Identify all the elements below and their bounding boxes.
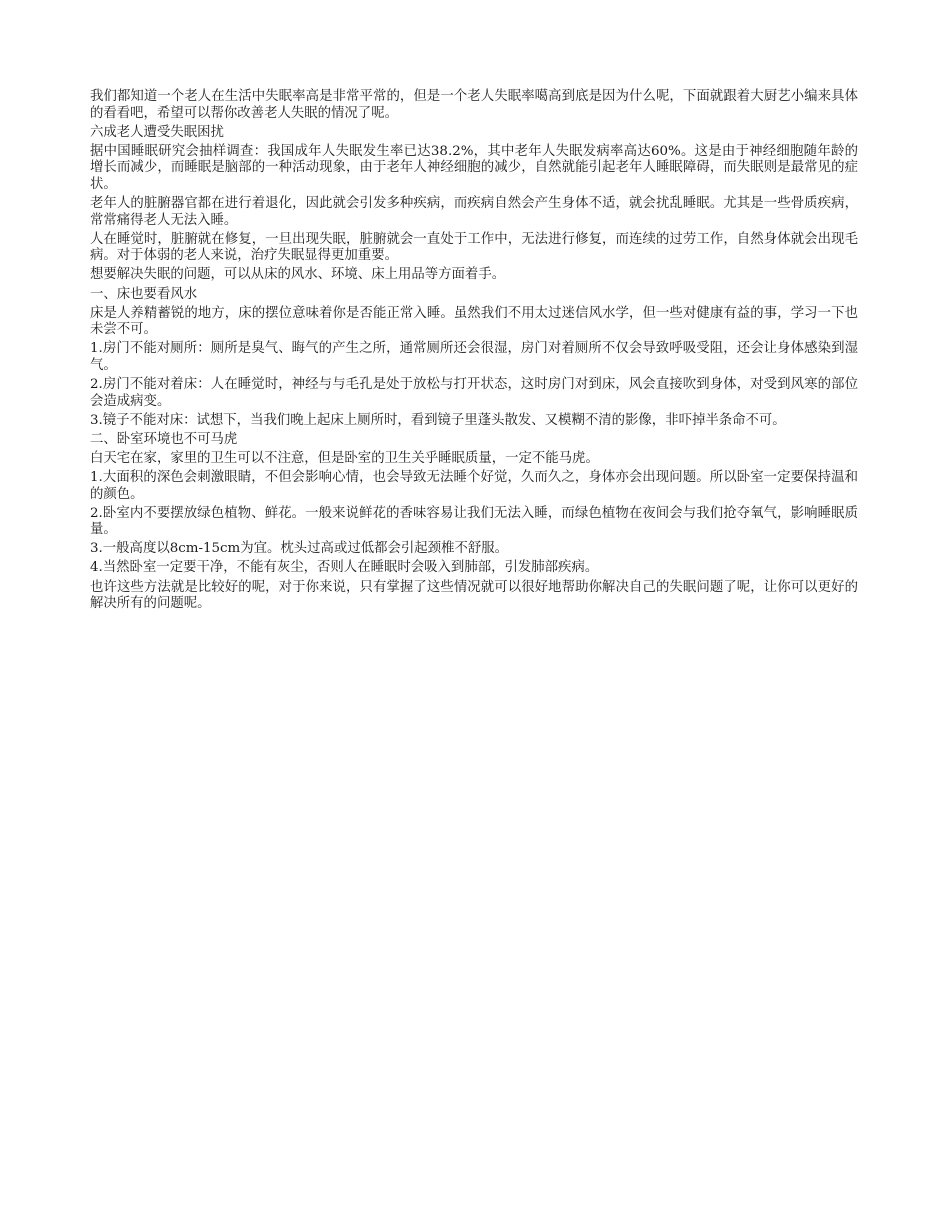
section-heading-bed-fengshui: 一、床也要看风水 [90, 286, 198, 302]
bed-placement-paragraph: 床是人养精蓄锐的地方，床的摆位意味着你是否能正常入睡。虽然我们不用太过迷信风水学，但一些对健康有益的事，学习一下也未尝不可。 [90, 305, 858, 338]
list-item-clean-bedroom: 4.当然卧室一定要干净，不能有灰尘，否则人在睡眠时会吸入到肺部，引发肺部疾病。 [90, 560, 599, 576]
intro-paragraph: 我们都知道一个老人在生活中失眠率高是非常平常的，但是一个老人失眠率噶高到底是因为什么呢，下面就跟着大厨艺小编来具体的看看吧，希望可以帮你改善老人失眠的情况了呢。 [90, 89, 858, 121]
list-item-dark-colors: 1.大面积的深色会刺激眼睛，不但会影响心情，也会导致无法睡个好觉，久而久之，身体亦会出现问题。所以卧室一定要保持温和的颜色。 [90, 469, 858, 502]
list-item-door-toilet: 1.房门不能对厕所：厕所是臭气、晦气的产生之所，通常厕所还会很湿，房门对着厕所不仅会导致呼吸受阻，还会让身体感染到湿气。 [90, 341, 858, 373]
conclusion-paragraph: 也许这些方法就是比较好的呢，对于你来说，只有掌握了这些情况就可以很好地帮助你解决自己的失眠问题了呢，让你可以更好的解决所有的问题呢。 [90, 579, 858, 612]
bedroom-hygiene-paragraph: 白天宅在家，家里的卫生可以不注意，但是卧室的卫生关乎睡眠质量，一定不能马虎。 [90, 450, 599, 466]
survey-paragraph: 据中国睡眠研究会抽样调查：我国成年人失眠发生率已达38.2%，其中老年人失眠发病率高达60%。这是由于神经细胞随年龄的增长而减少，而睡眠是脑部的一种活动现象，由于老年人神经细胞的减少，自然就能引起老年人睡眠障碍，而失眠则是最常见的症状。 [90, 143, 858, 192]
organ-degeneration-paragraph: 老年人的脏腑器官都在进行着退化，因此就会引发多种疾病，而疾病自然会产生身体不适，就会扰乱睡眠。尤其是一些骨质疾病，常常痛得老人无法入睡。 [90, 196, 858, 228]
document-body [90, 89, 858, 615]
solution-intro-paragraph: 想要解决失眠的问题，可以从床的风水、环境、床上用品等方面着手。 [90, 267, 506, 283]
section-heading-bedroom-environment: 二、卧室环境也不可马虎 [90, 431, 238, 447]
list-item-plants-flowers: 2.卧室内不要摆放绿色植物、鲜花。一般来说鲜花的香味容易让我们无法入睡，而绿色植物在夜间会与我们抢夺氧气，影响睡眠质量。 [90, 505, 858, 538]
list-item-mirror-bed: 3.镜子不能对床：试想下，当我们晚上起床上厕所时，看到镜子里蓬头散发、又模糊不清的影像，非吓掉半条命不可。 [90, 412, 786, 428]
list-item-pillow-height: 3.一般高度以8cm-15cm为宜。枕头过高或过低都会引起颈椎不舒服。 [90, 541, 509, 557]
list-item-door-bed: 2.房门不能对着床：人在睡觉时，神经与与毛孔是处于放松与打开状态，这时房门对到床，风会直接吹到身体，对受到风寒的部位会造成病变。 [90, 377, 858, 409]
organ-repair-paragraph: 人在睡觉时，脏腑就在修复，一旦出现失眠，脏腑就会一直处于工作中，无法进行修复，而连续的过劳工作，自然身体就会出现毛病。对于体弱的老人来说，治疗失眠显得更加重要。 [90, 231, 858, 264]
section-heading-elderly-insomnia: 六成老人遭受失眠困扰 [90, 124, 224, 140]
